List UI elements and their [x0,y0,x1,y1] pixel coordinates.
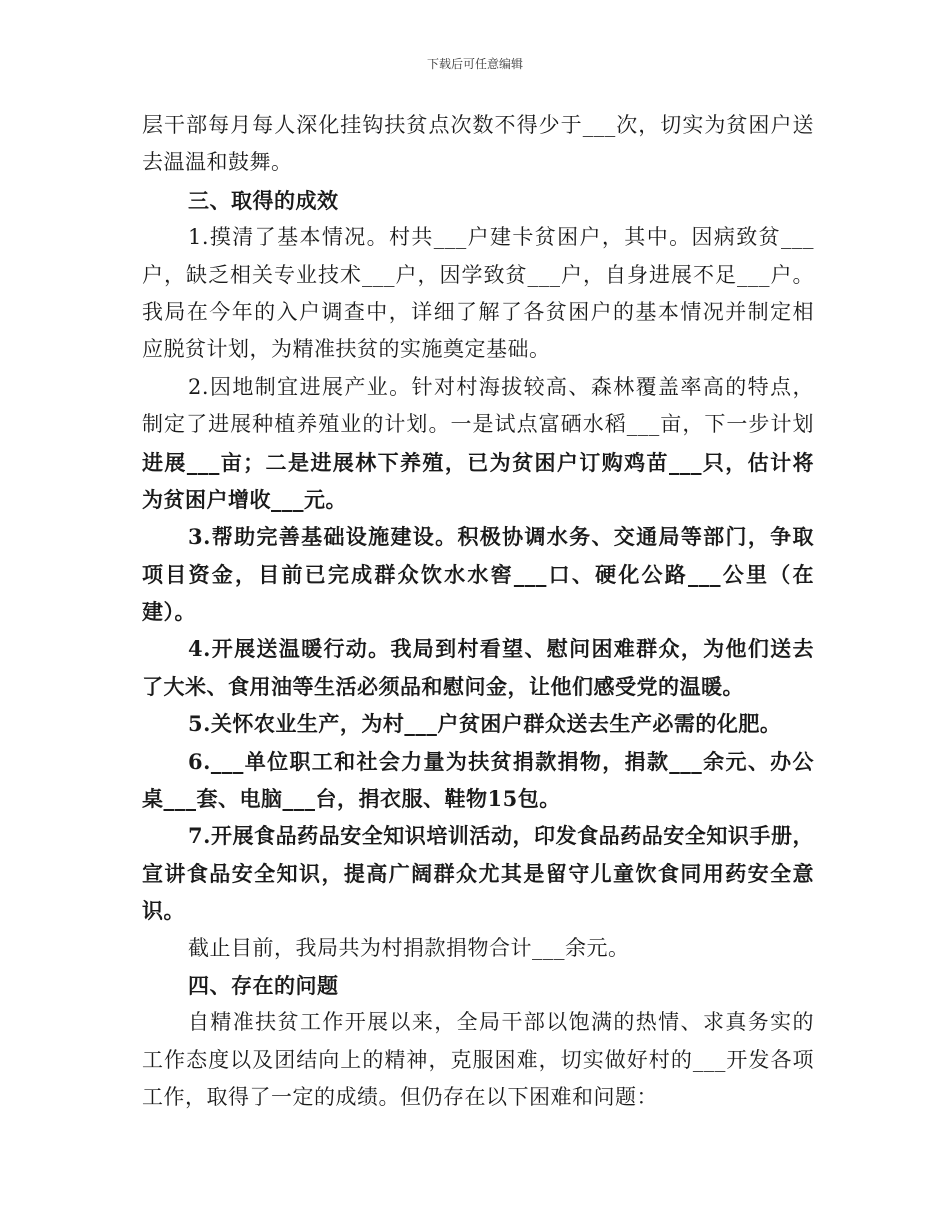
paragraph-line: 5.关怀农业生产，为村___户贫困户群众送去生产必需的化肥。 [188,711,782,737]
paragraph-line: 3.帮助完善基础设施建设。积极协调水务、交通局等部门，争取 [188,524,814,550]
section-heading: 三、取得的成效 [188,187,339,213]
paragraph-line: 应脱贫计划，为精准扶贫的实施奠定基础。 [142,337,551,362]
paragraph-line: 桌___套、电脑___台，捐衣服、鞋物15包。 [142,786,561,812]
paragraph-line: 识。 [142,898,185,924]
paragraph-line: 工作，取得了一定的成绩。但仍存在以下困难和问题： [142,1085,658,1110]
paragraph-line: 截止目前，我局共为村捐款捐物合计___余元。 [188,935,630,960]
paragraph-line: 宣讲食品安全知识，提高广阔群众尤其是留守儿童饮食同用药安全意 [142,860,814,886]
paragraph-line: 6.___单位职工和社会力量为扶贫捐款捐物，捐款___余元、办公 [188,748,814,774]
paragraph-line: 层干部每月每人深化挂钩扶贫点次数不得少于___次，切实为贫困户送 [142,113,814,137]
paragraph-line: 建）。 [142,599,196,625]
paragraph-line: 4.开展送温暖行动。我局到村看望、慰问困难群众，为他们送去 [188,636,814,662]
paragraph-line: 工作态度以及团结向上的精神，克服困难，切实做好村的___开发各项 [142,1047,814,1072]
paragraph-line: 了大米、食用油等生活必须品和慰问金，让他们感受党的温暖。 [142,673,744,699]
paragraph-line: 户，缺乏相关专业技术___户，因学致贫___户，自身进展不足___户。 [142,262,814,287]
document-body [142,107,814,1117]
paragraph-line: 2.因地制宜进展产业。针对村海拔较高、森林覆盖率高的特点， [188,374,814,399]
paragraph-line: 1.摸清了基本情况。村共___户建卡贫困户，其中。因病致贫___ [188,225,814,250]
paragraph-line: 为贫困户增收___元。 [142,486,347,512]
paragraph-line: 去温温和鼓舞。 [142,150,293,175]
section-heading: 四、存在的问题 [188,972,339,998]
paragraph-line: 制定了进展种植养殖业的计划。一是试点富硒水稻___亩，下一步计划 [142,412,814,437]
paragraph-line: 自精准扶贫工作开展以来，全局干部以饱满的热情、求真务实的 [188,1010,814,1035]
paragraph-line: 7.开展食品药品安全知识培训活动，印发食品药品安全知识手册， [188,823,814,849]
paragraph-line: 项目资金，目前已完成群众饮水水窖___口、硬化公路___公里（在 [142,561,814,587]
page-header: 下载后可任意编辑 [426,57,523,71]
paragraph-line: 进展___亩；二是进展林下养殖，已为贫困户订购鸡苗___只，估计将 [142,449,814,475]
paragraph-line: 我局在今年的入户调查中，详细了解了各贫困户的基本情况并制定相 [142,299,814,324]
